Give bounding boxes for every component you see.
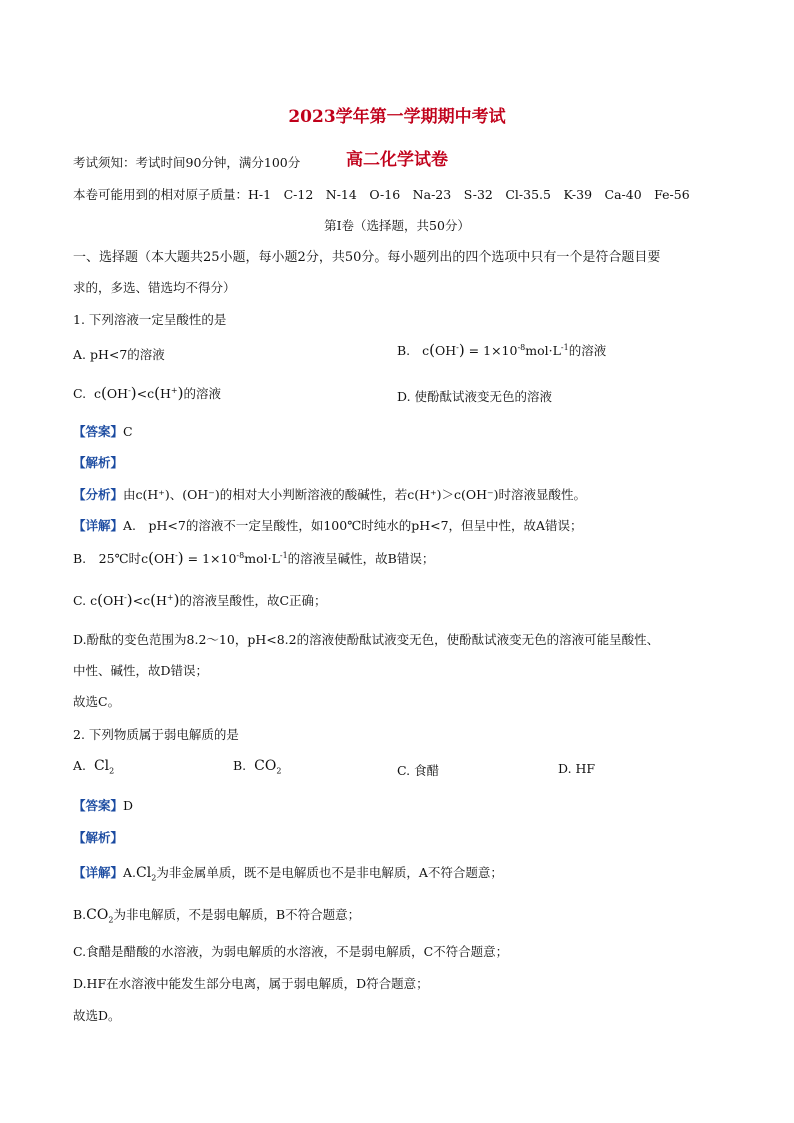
q1-detail-a: 【详解】A. pH<7的溶液不一定呈酸性，如100℃时纯水的pH<7，但呈中性，故A错误；	[73, 518, 583, 533]
q2-option-a: A. $Cl_2$	[73, 758, 115, 776]
q1-analysis-label: 【解析】	[73, 455, 124, 470]
q1-answer: 【答案】C	[73, 424, 133, 439]
q1-option-b: B. $c(OH^-) = 1\times 10^{-8}mol\cdot L^{-1}$的溶液	[397, 341, 607, 359]
q1-option-a: A. pH<7的溶液	[73, 347, 165, 362]
q2-option-b: B. $CO_2$	[233, 758, 282, 776]
q1-detail-b: B. 25℃时$c(OH^-) = 1\times 10^{-8}mol\cdot L^{-1}$的溶液呈碱性，故B错误；	[73, 549, 435, 567]
q1-stem: 1. 下列溶液一定呈酸性的是	[73, 312, 227, 327]
page-title: 2023学年第一学期期中考试	[288, 107, 506, 127]
q1-option-c: C. c(OH-)<c(H+)的溶液	[73, 384, 221, 402]
q2-detail-c: C.食醋是醋酸的水溶液，为弱电解质的水溶液，不是弱电解质，C不符合题意；	[73, 944, 509, 959]
q2-detail-d: D.HF在水溶液中能发生部分电离，属于弱电解质，D符合题意；	[73, 976, 429, 991]
instruction-line-1: 一、选择题（本大题共25小题，每小题2分，共50分。每小题列出的四个选项中只有一个是符合题目要	[73, 250, 661, 265]
section-title: 第Ⅰ卷（选择题，共50分）	[324, 218, 470, 233]
exam-notice: 考试须知：考试时间90分钟，满分100分	[73, 155, 301, 170]
q1-option-d: D. 使酚酞试液变无色的溶液	[397, 389, 553, 404]
q2-option-c: C. 食醋	[397, 763, 440, 778]
q1-conclusion: 故选C。	[73, 694, 121, 709]
atomic-mass-line: 本卷可能用到的相对原子质量：H-1 C-12 N-14 O-16 Na-23 S-32 Cl-35.5 K-39 Ca-40 Fe-56	[73, 187, 690, 202]
q2-conclusion: 故选D。	[73, 1008, 121, 1023]
q2-detail-b: $B.CO_2$为非电解质，不是弱电解质，B不符合题意；	[73, 907, 361, 925]
q2-answer: 【答案】D	[73, 798, 134, 813]
instruction-line-2: 求的，多选、错选均不得分）	[73, 280, 236, 295]
q2-stem: 2. 下列物质属于弱电解质的是	[73, 727, 239, 742]
q2-analysis-label: 【解析】	[73, 830, 124, 845]
page-subtitle: 高二化学试卷	[346, 150, 448, 170]
q1-detail-c: C. c(OH-)<c(H+)的溶液呈酸性，故C正确；	[73, 591, 327, 609]
q2-detail-a: 【详解】$A.Cl_2$为非金属单质，既不是电解质也不是非电解质，A不符合题意；	[73, 865, 503, 883]
q1-detail-d-line2: 中性、碱性，故D错误；	[73, 663, 209, 678]
q1-detail-d-line1: D.酚酞的变色范围为8.2～10，pH<8.2的溶液使酚酞试液变无色，使酚酞试液变无色的溶液可能呈酸性、	[73, 632, 660, 647]
q1-fenxi: 【分析】由c(H⁺)、(OH⁻)的相对大小判断溶液的酸碱性，若c(H⁺)＞c(OH⁻)时溶液显酸性。	[73, 487, 587, 502]
q2-option-d: D. HF	[558, 761, 596, 776]
